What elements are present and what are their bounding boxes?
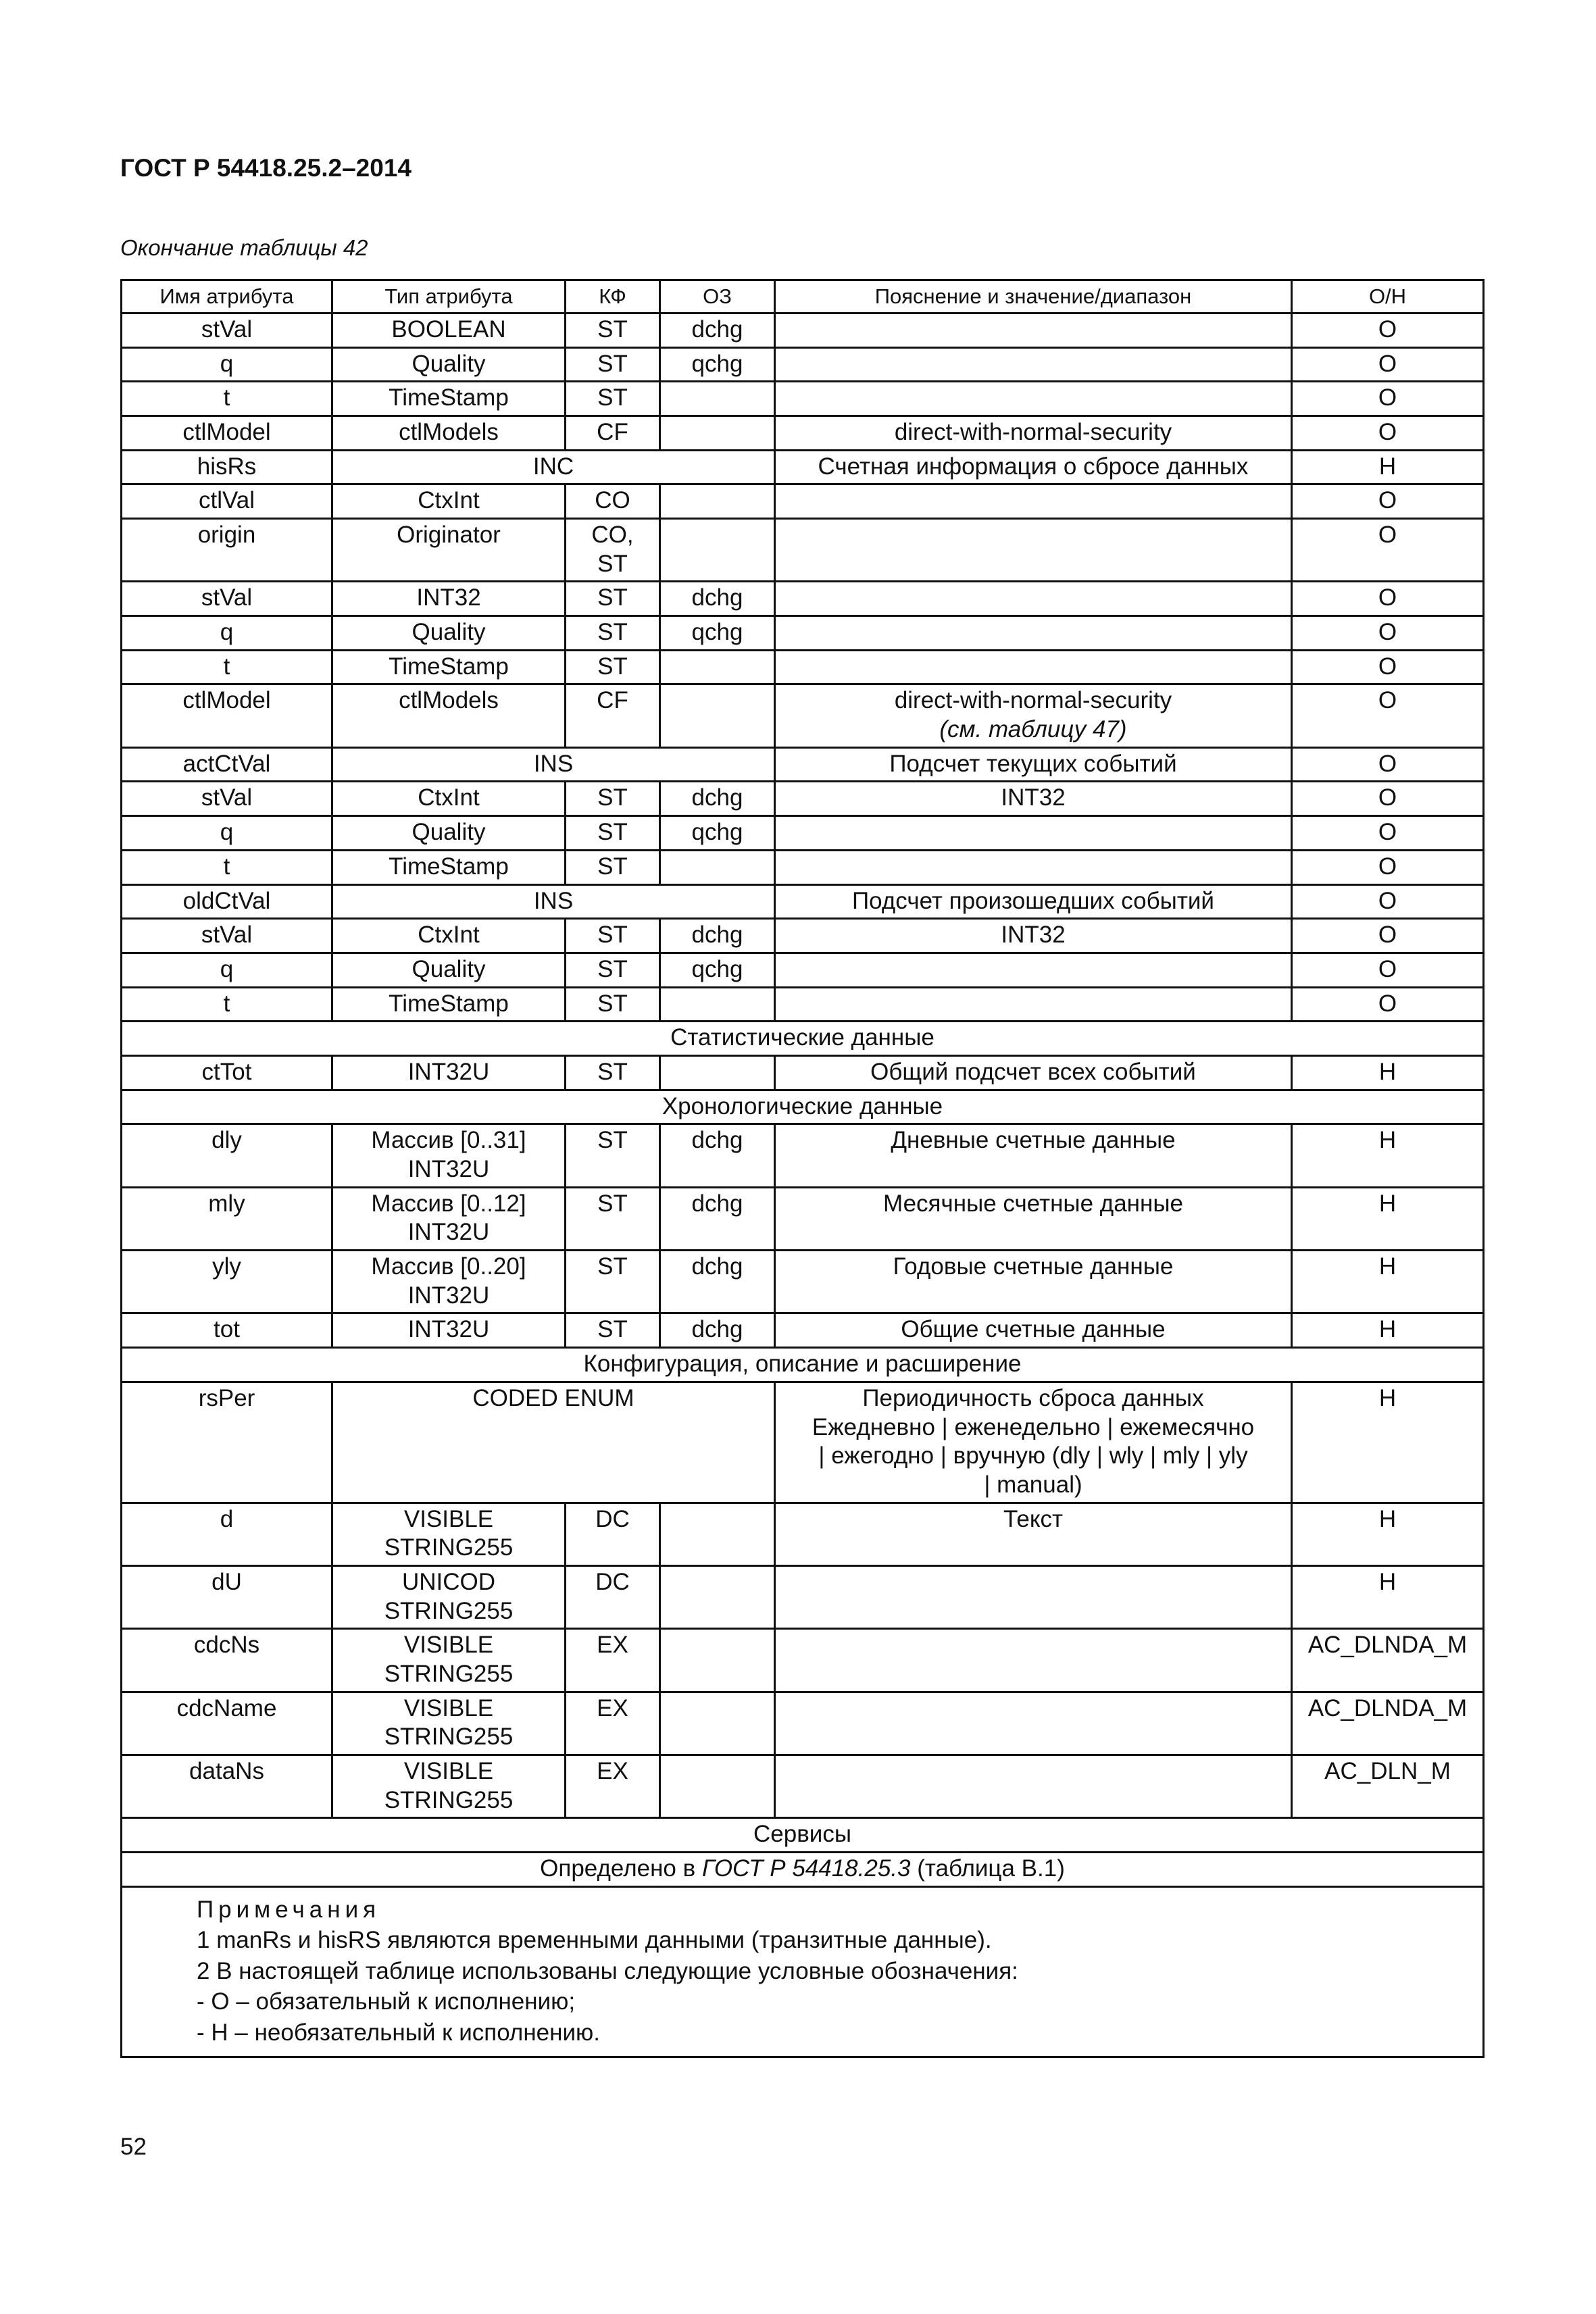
table-row <box>122 919 1484 953</box>
cell-description <box>775 684 1292 747</box>
cell-fc: CO, ST <box>566 518 660 581</box>
table-row <box>122 347 1484 382</box>
table-row <box>122 1251 1484 1313</box>
table-row <box>122 1853 1484 1887</box>
services-prefix: Определено в <box>540 1855 702 1882</box>
cell-type: VISIBLE STRING255 <box>332 1692 566 1755</box>
cell-name: origin <box>122 518 332 581</box>
cell-type: INT32 <box>332 582 566 616</box>
cell-fc: CF <box>566 684 660 747</box>
header-trigger-option: ОЗ <box>660 280 775 313</box>
cell-type: Массив [0..20] INT32U <box>332 1251 566 1313</box>
cell-fc: ST <box>566 347 660 382</box>
cell-mo: О <box>1292 313 1484 347</box>
cell-mo: Н <box>1292 1565 1484 1628</box>
cell-description: Годовые счетные данные <box>775 1251 1292 1313</box>
cell-mo: О <box>1292 953 1484 987</box>
cell-type: VISIBLE STRING255 <box>332 1629 566 1692</box>
cell-type: Quality <box>332 347 566 382</box>
cell-description <box>775 1565 1292 1628</box>
cell-description: Подсчет текущих событий <box>775 747 1292 782</box>
cell-mo: AC_DLNDA_M <box>1292 1692 1484 1755</box>
cell-fc: ST <box>566 1187 660 1250</box>
notes-cell <box>122 1886 1484 2057</box>
cell-name: stVal <box>122 582 332 616</box>
cell-type: Quality <box>332 816 566 851</box>
cell-trigger <box>660 518 775 581</box>
cell-mo: О <box>1292 382 1484 416</box>
cell-name: ctlVal <box>122 484 332 519</box>
cell-trigger: dchg <box>660 919 775 953</box>
section-row <box>122 1818 1484 1853</box>
cell-mo: О <box>1292 850 1484 884</box>
header-attribute-name: Имя атрибута <box>122 280 332 313</box>
cell-fc: ST <box>566 1124 660 1187</box>
cell-mo: Н <box>1292 1251 1484 1313</box>
cell-type: ctlModels <box>332 684 566 747</box>
cell-trigger <box>660 416 775 450</box>
section-configuration: Конфигурация, описание и расширение <box>122 1348 1484 1382</box>
cell-description <box>775 582 1292 616</box>
cell-mo: О <box>1292 919 1484 953</box>
cell-type: Originator <box>332 518 566 581</box>
table-row <box>122 782 1484 816</box>
table-row <box>122 1187 1484 1250</box>
cell-fc: ST <box>566 816 660 851</box>
table-header-row <box>122 280 1484 313</box>
cell-mo: О <box>1292 582 1484 616</box>
cell-mo: О <box>1292 684 1484 747</box>
cell-description: Периодичность сброса данных Ежедневно | еженедельно | ежемесячно | ежегодно | вручную (dly | wly | mly | yly | manual) <box>775 1382 1292 1503</box>
cell-mo: Н <box>1292 450 1484 484</box>
cell-trigger <box>660 1565 775 1628</box>
table-row <box>122 884 1484 919</box>
cell-name: actCtVal <box>122 747 332 782</box>
cell-trigger <box>660 987 775 1022</box>
section-statistics: Статистические данные <box>122 1022 1484 1056</box>
services-suffix: (таблица В.1) <box>910 1855 1065 1882</box>
cell-description: INT32 <box>775 782 1292 816</box>
cell-type: Массив [0..12] INT32U <box>332 1187 566 1250</box>
cell-name: stVal <box>122 313 332 347</box>
cell-type: VISIBLE STRING255 <box>332 1755 566 1818</box>
cell-description <box>775 518 1292 581</box>
table-row <box>122 650 1484 684</box>
cell-description <box>775 850 1292 884</box>
table-row <box>122 747 1484 782</box>
cell-fc: ST <box>566 1055 660 1090</box>
cell-description: Месячные счетные данные <box>775 1187 1292 1250</box>
cell-trigger <box>660 484 775 519</box>
cell-fc: CF <box>566 416 660 450</box>
cell-description: Дневные счетные данные <box>775 1124 1292 1187</box>
table-row <box>122 1055 1484 1090</box>
cell-trigger <box>660 1692 775 1755</box>
cell-description <box>775 347 1292 382</box>
cell-type: INT32U <box>332 1313 566 1348</box>
cell-description: Текст <box>775 1503 1292 1565</box>
cell-description: Общие счетные данные <box>775 1313 1292 1348</box>
cell-name: oldCtVal <box>122 884 332 919</box>
section-row <box>122 1022 1484 1056</box>
cell-description <box>775 382 1292 416</box>
cell-fc: ST <box>566 313 660 347</box>
cell-name: tot <box>122 1313 332 1348</box>
attribute-table <box>120 279 1485 2058</box>
section-history: Хронологические данные <box>122 1090 1484 1124</box>
table-row <box>122 416 1484 450</box>
cell-type: CtxInt <box>332 484 566 519</box>
cell-mo: О <box>1292 650 1484 684</box>
cell-description <box>775 816 1292 851</box>
cell-fc: ST <box>566 650 660 684</box>
cell-mo: О <box>1292 616 1484 651</box>
cell-trigger: dchg <box>660 313 775 347</box>
cell-type: Quality <box>332 953 566 987</box>
cell-description <box>775 1755 1292 1818</box>
cell-mo: О <box>1292 884 1484 919</box>
cell-trigger: qchg <box>660 347 775 382</box>
cell-name: q <box>122 953 332 987</box>
header-fc: КФ <box>566 280 660 313</box>
cell-mo: О <box>1292 747 1484 782</box>
cell-name: t <box>122 650 332 684</box>
cell-name: cdcNs <box>122 1629 332 1692</box>
cell-trigger <box>660 1629 775 1692</box>
cell-mo: Н <box>1292 1382 1484 1503</box>
standard-reference: ГОСТ Р 54418.25.3 <box>701 1855 911 1882</box>
cell-type: TimeStamp <box>332 987 566 1022</box>
cell-fc: ST <box>566 782 660 816</box>
cell-type: INT32U <box>332 1055 566 1090</box>
cell-name: q <box>122 816 332 851</box>
services-definition <box>122 1853 1484 1887</box>
cell-fc: ST <box>566 850 660 884</box>
cell-mo: AC_DLNDA_M <box>1292 1629 1484 1692</box>
cell-type: TimeStamp <box>332 650 566 684</box>
notes-title: Примечания <box>197 1896 381 1923</box>
cell-description <box>775 484 1292 519</box>
cell-fc: ST <box>566 1313 660 1348</box>
cell-type: Quality <box>332 616 566 651</box>
table-row <box>122 1692 1484 1755</box>
cell-trigger <box>660 850 775 884</box>
cell-name: dU <box>122 1565 332 1628</box>
table-row <box>122 1503 1484 1565</box>
table-row <box>122 684 1484 747</box>
cell-description <box>775 650 1292 684</box>
ctlmodel-value: direct-with-normal-security <box>894 687 1172 714</box>
cell-name: dly <box>122 1124 332 1187</box>
cell-trigger <box>660 684 775 747</box>
cell-trigger: dchg <box>660 1187 775 1250</box>
header-description: Пояснение и значение/диапазон <box>775 280 1292 313</box>
cell-fc: EX <box>566 1692 660 1755</box>
cell-type: TimeStamp <box>332 382 566 416</box>
section-row <box>122 1090 1484 1124</box>
cell-description <box>775 1692 1292 1755</box>
cell-type: INS <box>332 884 775 919</box>
cell-trigger <box>660 382 775 416</box>
cell-mo: Н <box>1292 1313 1484 1348</box>
cell-fc: ST <box>566 987 660 1022</box>
cell-trigger: dchg <box>660 582 775 616</box>
cell-description: Подсчет произошедших событий <box>775 884 1292 919</box>
cell-fc: CO <box>566 484 660 519</box>
cell-type: UNICOD STRING255 <box>332 1565 566 1628</box>
cell-type: TimeStamp <box>332 850 566 884</box>
cell-mo: AC_DLN_M <box>1292 1755 1484 1818</box>
cell-mo: О <box>1292 782 1484 816</box>
cell-mo: Н <box>1292 1124 1484 1187</box>
cell-name: ctTot <box>122 1055 332 1090</box>
cell-mo: О <box>1292 816 1484 851</box>
table-row <box>122 987 1484 1022</box>
cell-mo: О <box>1292 484 1484 519</box>
table-row <box>122 582 1484 616</box>
cell-type: CtxInt <box>332 919 566 953</box>
cell-fc: DC <box>566 1503 660 1565</box>
cell-mo: Н <box>1292 1187 1484 1250</box>
page-number: 52 <box>120 2134 147 2160</box>
table-reference: (см. таблицу 47) <box>939 716 1127 743</box>
header-mandatory-optional: О/Н <box>1292 280 1484 313</box>
table-row <box>122 850 1484 884</box>
table-row <box>122 484 1484 519</box>
note-line: - Н – необязательный к исполнению. <box>197 2019 600 2046</box>
cell-fc: ST <box>566 1251 660 1313</box>
table-row <box>122 1313 1484 1348</box>
cell-type: BOOLEAN <box>332 313 566 347</box>
cell-name: q <box>122 347 332 382</box>
cell-name: ctlModel <box>122 416 332 450</box>
table-row <box>122 1755 1484 1818</box>
note-line: - О – обязательный к исполнению; <box>197 1988 576 2015</box>
cell-name: d <box>122 1503 332 1565</box>
cell-mo: О <box>1292 518 1484 581</box>
cell-description <box>775 1629 1292 1692</box>
cell-name: mly <box>122 1187 332 1250</box>
cell-fc: ST <box>566 919 660 953</box>
cell-type: ctlModels <box>332 416 566 450</box>
cell-mo: О <box>1292 416 1484 450</box>
cell-description <box>775 313 1292 347</box>
note-line: 1 manRs и hisRS являются временными данными (транзитные данные). <box>197 1927 992 1954</box>
cell-trigger: dchg <box>660 1251 775 1313</box>
table-caption: Окончание таблицы 42 <box>120 235 368 260</box>
table-row <box>122 953 1484 987</box>
notes-row <box>122 1886 1484 2057</box>
section-row <box>122 1348 1484 1382</box>
cell-trigger: dchg <box>660 1313 775 1348</box>
cell-name: t <box>122 850 332 884</box>
cell-trigger <box>660 1055 775 1090</box>
cell-name: t <box>122 987 332 1022</box>
table-row <box>122 1124 1484 1187</box>
cell-name: cdcName <box>122 1692 332 1755</box>
document-title: ГОСТ Р 54418.25.2–2014 <box>120 154 412 182</box>
cell-description: Общий подсчет всех событий <box>775 1055 1292 1090</box>
cell-fc: ST <box>566 582 660 616</box>
table-row <box>122 1382 1484 1503</box>
cell-fc: EX <box>566 1629 660 1692</box>
cell-type: Массив [0..31] INT32U <box>332 1124 566 1187</box>
cell-type: VISIBLE STRING255 <box>332 1503 566 1565</box>
cell-description: direct-with-normal-security <box>775 416 1292 450</box>
cell-fc: DC <box>566 1565 660 1628</box>
section-services: Сервисы <box>122 1818 1484 1853</box>
table-row <box>122 313 1484 347</box>
cell-mo: Н <box>1292 1503 1484 1565</box>
cell-trigger: qchg <box>660 953 775 987</box>
cell-name: t <box>122 382 332 416</box>
cell-type: INS <box>332 747 775 782</box>
cell-name: dataNs <box>122 1755 332 1818</box>
cell-name: stVal <box>122 782 332 816</box>
cell-description <box>775 953 1292 987</box>
cell-name: stVal <box>122 919 332 953</box>
cell-description: Счетная информация о сбросе данных <box>775 450 1292 484</box>
cell-type: INC <box>332 450 775 484</box>
table-row <box>122 382 1484 416</box>
cell-name: yly <box>122 1251 332 1313</box>
table-row <box>122 1565 1484 1628</box>
cell-name: q <box>122 616 332 651</box>
cell-name: rsPer <box>122 1382 332 1503</box>
table-row <box>122 1629 1484 1692</box>
cell-fc: EX <box>566 1755 660 1818</box>
cell-fc: ST <box>566 953 660 987</box>
cell-mo: Н <box>1292 1055 1484 1090</box>
cell-mo: О <box>1292 347 1484 382</box>
cell-description <box>775 616 1292 651</box>
cell-fc: ST <box>566 616 660 651</box>
table-row <box>122 616 1484 651</box>
cell-trigger: dchg <box>660 1124 775 1187</box>
cell-trigger: qchg <box>660 816 775 851</box>
cell-trigger <box>660 1503 775 1565</box>
cell-trigger: qchg <box>660 616 775 651</box>
note-line: 2 В настоящей таблице использованы следующие условные обозначения: <box>197 1957 1018 1984</box>
cell-type: CtxInt <box>332 782 566 816</box>
header-attribute-type: Тип атрибута <box>332 280 566 313</box>
cell-fc: ST <box>566 382 660 416</box>
cell-mo: О <box>1292 987 1484 1022</box>
cell-name: ctlModel <box>122 684 332 747</box>
cell-trigger <box>660 650 775 684</box>
cell-name: hisRs <box>122 450 332 484</box>
table-row <box>122 450 1484 484</box>
cell-description <box>775 987 1292 1022</box>
cell-description: INT32 <box>775 919 1292 953</box>
cell-trigger <box>660 1755 775 1818</box>
table-row <box>122 816 1484 851</box>
table-row <box>122 518 1484 581</box>
cell-trigger: dchg <box>660 782 775 816</box>
cell-type: CODED ENUM <box>332 1382 775 1503</box>
